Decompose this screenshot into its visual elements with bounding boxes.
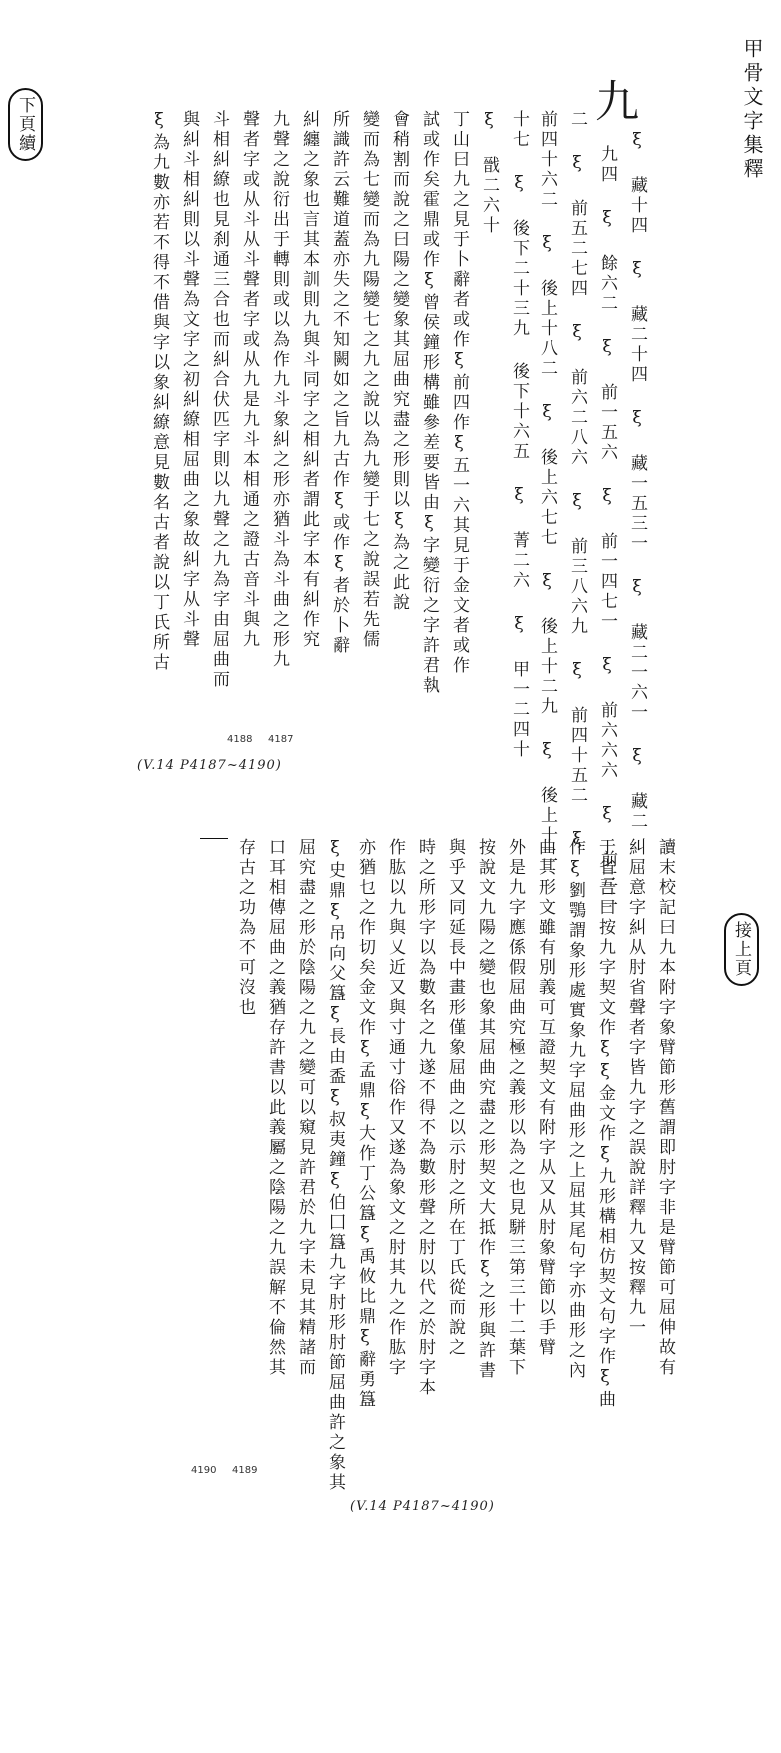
page-number: 4187: [268, 734, 294, 745]
text-column: 作ξ劉鶚謂象形處實象九字屈曲形之上屈其尾句字亦曲形之內: [565, 838, 585, 1381]
text-column: 存古之功為不可沒也: [235, 838, 255, 1018]
continued-next-page-badge: 下頁續: [8, 88, 43, 161]
text-column: 變而為七變而為九陽變七之九之說以為九變于七之說誤若先儒: [359, 110, 379, 650]
text-column: 斗相糾繚也見刹通三合也而糾合伏匹字則以九聲之九為字由屈曲而: [209, 110, 229, 690]
page-number: 4188: [227, 734, 253, 745]
text-column: 屈究盡之形於陰陽之九之變可以窺見許君於九字未見其精諸而: [295, 838, 315, 1378]
page-number: 4190: [191, 1465, 217, 1476]
text-column: 時之所形字以為數名之九遂不得不為數形聲之肘以代之於肘字本: [415, 838, 435, 1398]
text-column: ξ 戩二六十: [479, 110, 499, 236]
text-column: 與糾斗相糾則以斗聲為文字之初糾繚相屈曲之象故糾字从斗聲: [179, 110, 199, 650]
text-column: 聲者字或从斗从斗聲者字或从九是九斗本相通之證古音斗與九: [239, 110, 259, 650]
text-column: 于省吾曰按九字契文作ξξ金文作ξ九形構相仿契文句字作ξ曲: [595, 838, 615, 1410]
divider-line: [200, 838, 228, 839]
text-column: 作肱以九與乂近又與寸通寸俗作又遂為象文之肘其九之作肱字: [385, 838, 405, 1378]
continued-from-previous-page-badge: 接上頁: [724, 913, 759, 986]
text-column: 會稍割而說之曰陽之變象其屈曲究盡之形則以ξ為之此說: [389, 110, 409, 613]
text-column: ξ史鼎ξ吊向父簋ξ長由盉ξ叔夷鐘ξ伯囗簋九字肘形肘節屈曲許之象其: [325, 838, 345, 1493]
text-column: 丁山曰九之見于卜辭者或作ξ前四作ξ五一六其見于金文者或作: [449, 110, 469, 676]
text-column: 曲其形文雖有別義可互證契文有附字从又从肘象臂節以手臂: [535, 838, 555, 1358]
text-column: 按說文九陽之變也象其屈曲究盡之形契文大抵作ξ之形與許書: [475, 838, 495, 1381]
text-column: 所識許云難道蓋亦失之不知闕如之旨九古作ξ或作ξ者於卜辭: [329, 110, 349, 656]
text-column: 與乎又同延長中畫形僅象屈曲之以示肘之所在丁氏從而說之: [445, 838, 465, 1358]
text-column: 讀末校記曰九本附字象臂節形舊謂即肘字非是臂節可屈伸故有: [655, 838, 675, 1378]
text-column: 二 ξ 前五二七四 ξ 前六二八六 ξ 前三八六九 ξ 前四十五二 ξ: [567, 110, 587, 852]
text-column: 九聲之說衍出于轉則或以為作九斗象糾之形亦猶斗為斗曲之形九: [269, 110, 289, 670]
source-note: (V.14 P4187~4190): [137, 758, 282, 773]
text-column: 九四 ξ 餘六二 ξ 前一五六 ξ 前一四七一 ξ 前六六六 ξ 前三二: [597, 145, 617, 910]
head-character: 九: [587, 78, 638, 122]
text-column: 糾屈意字糾从肘省聲者字皆九字之誤說詳釋九又按釋九一: [625, 838, 645, 1338]
text-column: 亦猶乜之作切矣金文作ξ孟鼎ξ大作丁公簋ξ禹攸比鼎ξ辭勇簋: [355, 838, 375, 1410]
text-column: 前四十六二 ξ 後上十八二 ξ 後上六七七 ξ 後上十二九 ξ 後上十二: [537, 110, 557, 866]
text-column: 外是九字應係假屈曲究極之義形以為之也見駢三第三十二葉下: [505, 838, 525, 1378]
text-column: 試或作矣霍鼎或作ξ曾侯鐘形構雖參差要皆由ξ字變衍之字許君執: [419, 110, 439, 696]
text-column: 十七 ξ 後下二十三九 後下十六五 ξ 菁二六 ξ 甲一二四十: [509, 110, 529, 760]
text-column: 口耳相傳屈曲之義猶存許書以此義屬之陰陽之九誤解不倫然其: [265, 838, 285, 1378]
book-title: 甲骨文字集釋: [740, 38, 764, 182]
page-number: 4189: [232, 1465, 258, 1476]
text-column: ξ為九數亦若不得不借與字以象糾繚意見數名古者說以丁氏所古: [149, 110, 169, 673]
text-column: ξ 藏十四 ξ 藏二十四 ξ 藏一五三一 ξ 藏二一六一 ξ 藏二: [627, 130, 647, 832]
source-note: (V.14 P4187~4190): [350, 1499, 495, 1514]
text-column: 糾纏之象也言其本訓則九與斗同字之相糾者謂此字本有糾作究: [299, 110, 319, 650]
